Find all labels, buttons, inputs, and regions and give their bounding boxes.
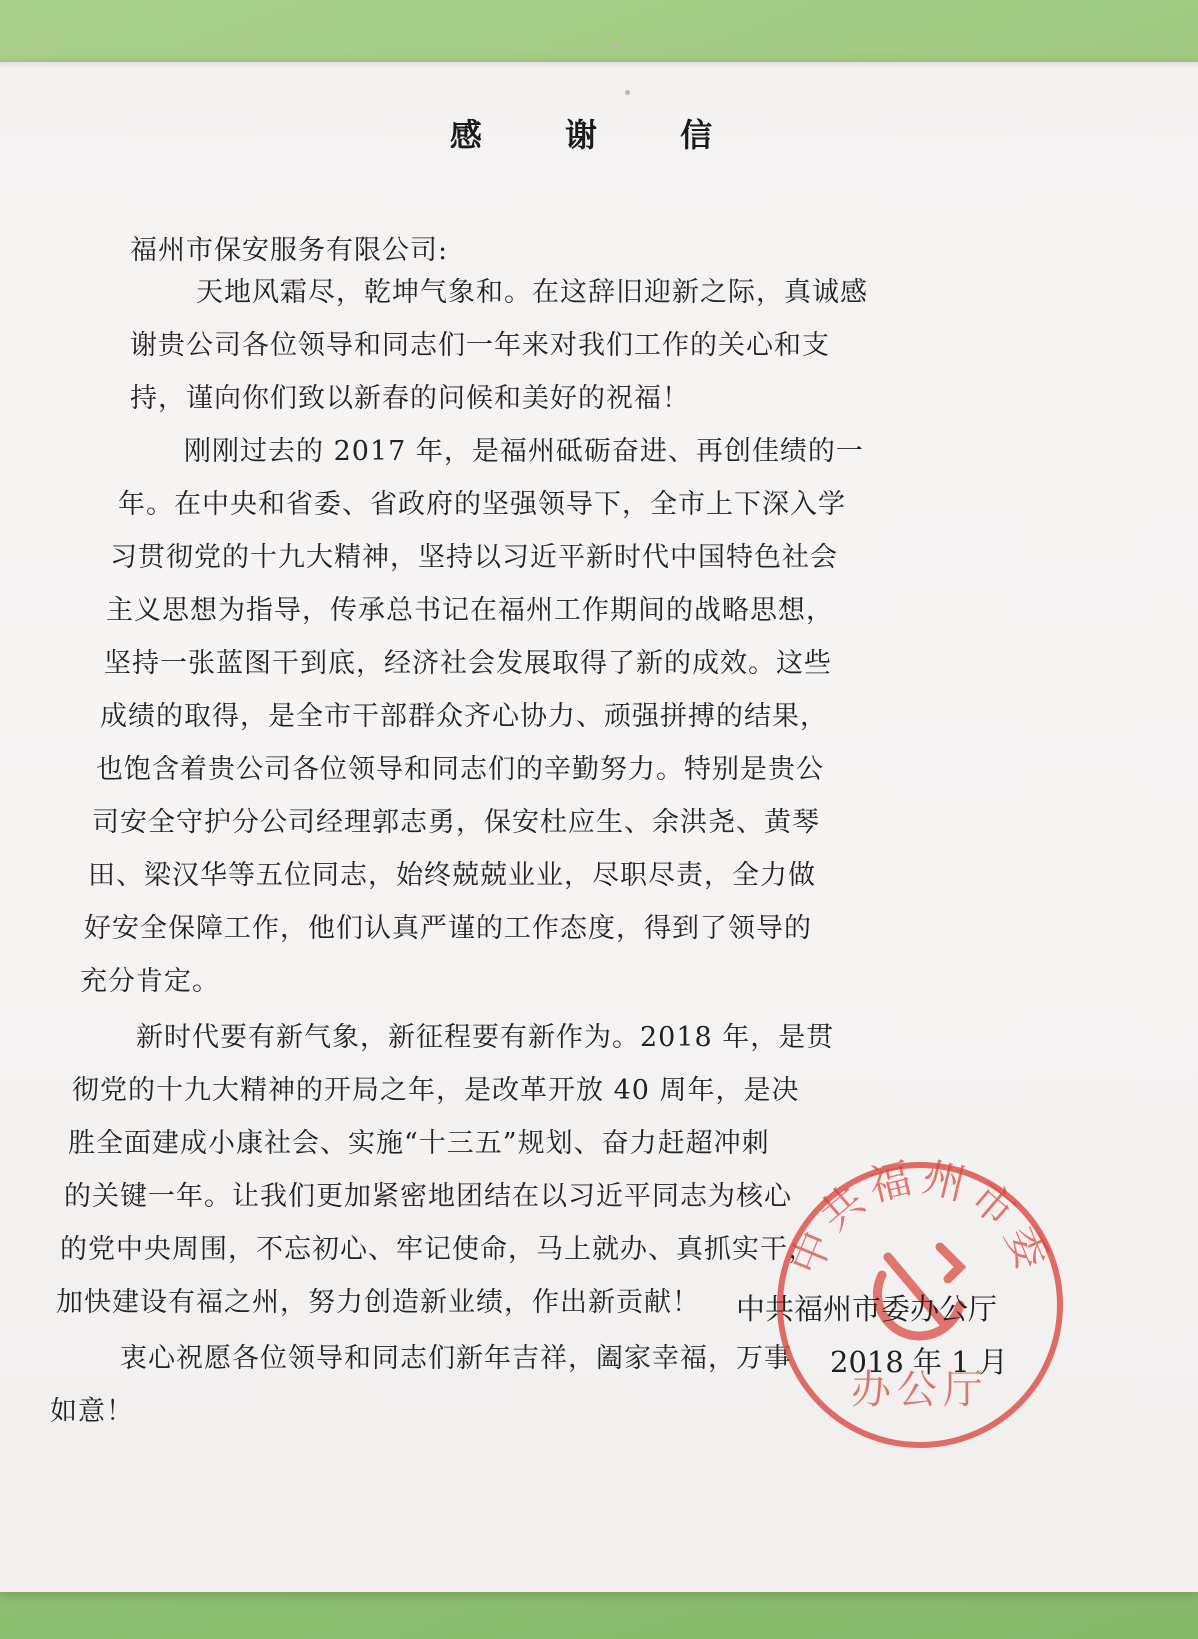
letter-line: 年。在中央和省委、省政府的坚强领导下，全市上下深入学	[118, 489, 846, 520]
svg-text:中共福州市委	[781, 1155, 1060, 1282]
letter-line: 充分肯定。	[80, 966, 220, 997]
letter-line: 天地风霜尽，乾坤气象和。在这辞旧迎新之际，真诚感	[196, 277, 868, 308]
punch-hole-mark	[612, 44, 617, 49]
signature-date: 2018 年 1 月	[830, 1345, 1008, 1379]
letter-line: 习贯彻党的十九大精神，坚持以习近平新时代中国特色社会	[110, 542, 838, 573]
letter-line: 司安全守护分公司经理郭志勇，保安杜应生、余洪尧、黄琴	[92, 807, 820, 838]
letter-line: 衷心祝愿各位领导和同志们新年吉祥，阖家幸福，万事	[120, 1343, 792, 1374]
letter-line: 田、梁汉华等五位同志，始终兢兢业业，尽职尽责，全力做	[88, 860, 816, 891]
letter-line: 刚刚过去的 2017 年，是福州砥砺奋进、再创佳绩的一	[184, 436, 864, 467]
letter-line: 的关键一年。让我们更加紧密地团结在以习近平同志为核心	[64, 1181, 792, 1212]
letter-line: 好安全保障工作，他们认真严谨的工作态度，得到了领导的	[84, 913, 812, 944]
letter-line: 的党中央周围，不忘初心、牢记使命，马上就办、真抓实干，	[60, 1234, 816, 1265]
letter-line: 加快建设有福之州，努力创造新业绩，作出新贡献！	[56, 1287, 700, 1318]
letter-line: 如意！	[50, 1396, 134, 1427]
letter-line: 主义思想为指导，传承总书记在福州工作期间的战略思想，	[106, 595, 834, 626]
punch-hole-mark	[625, 90, 630, 95]
letter-line: 谢贵公司各位领导和同志们一年来对我们工作的关心和支	[130, 330, 830, 361]
signature-organization: 中共福州市委办公厅	[736, 1292, 998, 1326]
letter-line: 成绩的取得，是全市干部群众齐心协力、顽强拼搏的结果，	[100, 701, 828, 732]
letter-line: 持，谨向你们致以新春的问候和美好的祝福！	[130, 383, 690, 414]
letter-salutation: 福州市保安服务有限公司:	[130, 235, 449, 266]
seal-bottom-text: 办公厅	[851, 1367, 989, 1413]
letter-line: 坚持一张蓝图干到底，经济社会发展取得了新的成效。这些	[104, 648, 832, 679]
seal-arc-text: 中共福州市委	[780, 1155, 1060, 1282]
letter-line: 彻党的十九大精神的开局之年，是改革开放 40 周年，是决	[72, 1075, 800, 1106]
letter-line: 也饱含着贵公司各位领导和同志们的辛勤努力。特别是贵公	[96, 754, 824, 785]
letter-line: 胜全面建成小康社会、实施“十三五”规划、奋力赶超冲刺	[68, 1128, 770, 1159]
paper-edge-shadow	[0, 62, 1198, 68]
letter-line: 新时代要有新气象，新征程要有新作为。2018 年，是贯	[136, 1022, 835, 1053]
letter-title: 感 谢 信	[449, 116, 749, 154]
